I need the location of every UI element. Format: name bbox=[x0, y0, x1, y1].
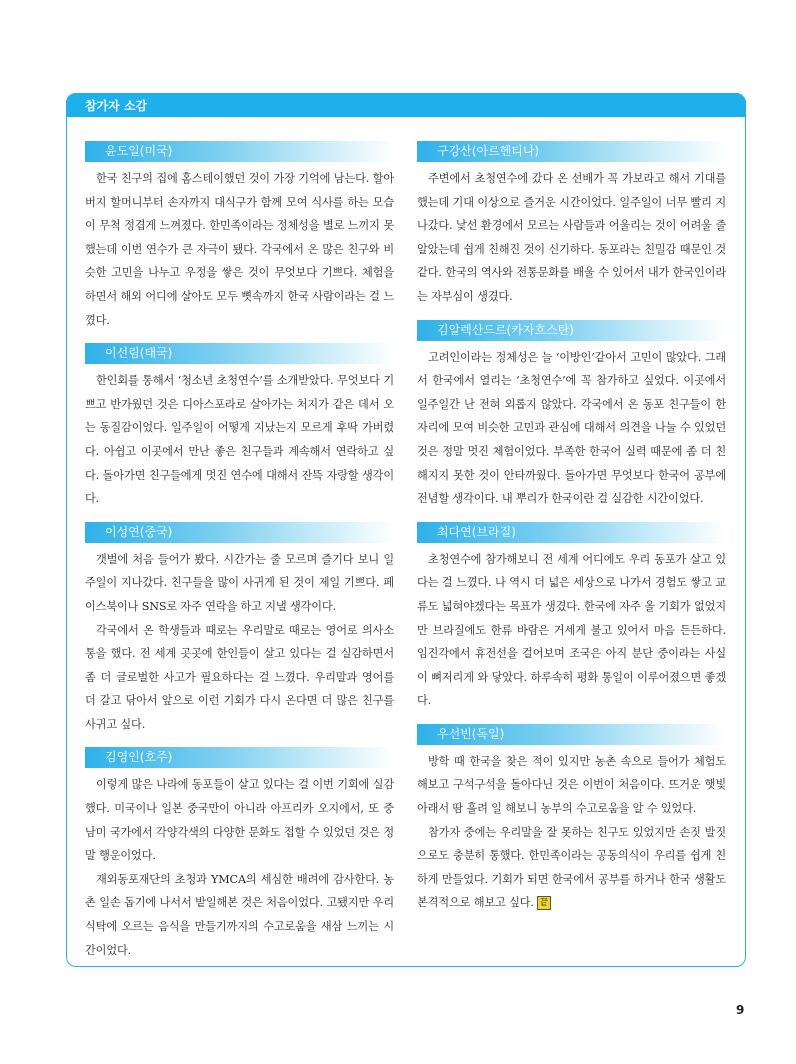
section-title: 참가자 소감 bbox=[85, 99, 148, 113]
testimony-text: 참가자 중에는 우리말을 잘 못하는 친구도 있었지만 손짓 발짓으로도 충분히 통했다. 한민족이라는 공동의식이 우리를 쉽게 친하게 만들었다. 기회가 되면 한국에서 공부를 하거나 한국 생활도 본격적으로 해보고 싶다. bbox=[417, 825, 726, 910]
participant-name: 이선림(태국) bbox=[85, 343, 394, 364]
testimony-paragraph: 이렇게 많은 나라에 동포들이 살고 있다는 걸 이번 기회에 실감했다. 미국이나 일본 중국만이 아니라 아프리카 오지에서, 또 중남미 국가에서 각양각색의 다양한 문화도 접할 수 있었던 것은 정말 행운이었다. bbox=[85, 778, 394, 863]
testimony-paragraph bbox=[417, 821, 726, 915]
testimony-paragraph: 각국에서 온 학생들과 때로는 우리말로 때로는 영어로 의사소통을 했다. 전 세계 곳곳에 한인들이 살고 있다는 걸 실감하면서 좀 더 글로벌한 사고가 필요하다는 걸 느꼈다. 우리말과 영어를 더 갈고 닦아서 앞으로 이런 기회가 다시 온다면 더 많은 친구를 사귀고 싶다. bbox=[85, 623, 394, 731]
end-mark-icon: 끝 bbox=[537, 896, 551, 910]
participant-name: 윤도일(미국) bbox=[85, 141, 394, 162]
right-column bbox=[417, 141, 726, 926]
participant-name: 김영인(호주) bbox=[85, 747, 394, 768]
section-header-bar bbox=[66, 93, 746, 117]
testimony-paragraph: 고려인이라는 정체성은 늘 ‘이방인’같아서 고민이 많았다. 그래서 한국에서 열리는 ‘초청연수’에 꼭 참가하고 싶었다. 이곳에서 일주일간 난 전혀 외롭지 않았다. 각국에서 온 동포 친구들이 한자리에 모여 비슷한 고민과 관심에 대해서 의견을 나눌 수 있었던 것은 정말 멋진 체험이었다. 부족한 한국어 실력 때문에 좀 더 친해지지 못한 것이 안타까웠다. 돌아가면 무엇보다 한국어 공부에 전념할 생각이다. 내 뿌리가 한국이란 걸 실감한 시간이었다. bbox=[417, 350, 726, 506]
participant-entry bbox=[85, 141, 394, 332]
testimony-paragraph: 초청연수에 참가해보니 전 세계 어디에도 우리 동포가 살고 있다는 걸 느꼈다. 나 역시 더 넓은 세상으로 나가서 경험도 쌓고 교류도 넓혀야겠다는 목표가 생겼다. 한국에 자주 올 기회가 없었지만 브라질에도 한류 바람은 거세게 불고 있어서 마음 든든하다. 임진각에서 휴전선을 걸어보며 조국은 아직 분단 중이라는 사실이 뼈저리게 와 닿았다. 하루속히 평화 통일이 이루어졌으면 좋겠다. bbox=[417, 552, 726, 708]
participant-entry bbox=[417, 724, 726, 915]
testimony-paragraph: 갯벌에 처음 들어가 봤다. 시간가는 줄 모르며 즐기다 보니 일주일이 지나갔다. 친구들을 많이 사귀게 된 것이 제일 기쁘다. 페이스북이나 SNS로 자주 연락을 하고 지낼 생각이다. bbox=[85, 552, 394, 613]
participant-entry bbox=[85, 747, 394, 962]
participant-entry bbox=[85, 343, 394, 511]
participant-name: 우선빈(독일) bbox=[417, 724, 726, 745]
participant-entry bbox=[417, 522, 726, 713]
page-number: 9 bbox=[736, 1003, 745, 1017]
participant-name: 구강산(아르헨티나) bbox=[417, 141, 726, 162]
testimony-paragraph: 주변에서 초청연수에 갔다 온 선배가 꼭 가보라고 해서 기대를 했는데 기대 이상으로 즐거운 시간이었다. 일주일이 너무 빨리 지나갔다. 낯선 환경에서 모르는 사람들과 어울리는 것이 어려울 줄 알았는데 쉽게 친해진 것이 신기하다. 동포라는 친밀감 때문인 것 같다. 한국의 역사와 전통문화를 배울 수 있어서 내가 한국인이라는 자부심이 생겼다. bbox=[417, 172, 726, 303]
testimony-paragraph: 방학 때 한국을 찾은 적이 있지만 농촌 속으로 들어가 체험도 해보고 구석구석을 돌아다닌 것은 이번이 처음이다. 뜨거운 햇빛 아래서 땀 흘려 일 해보니 농부의 수고로움을 알 수 있었다. bbox=[417, 754, 726, 816]
testimony-paragraph: 재외동포재단의 초청과 YMCA의 세심한 배려에 감사한다. 농촌 일손 돕기에 나서서 밭일해본 것은 처음이었다. 고됐지만 우리 식탁에 오르는 음식을 만들기까지의 수고로움을 새삼 느끼는 시간이었다. bbox=[85, 872, 394, 957]
testimony-paragraph: 한국 친구의 집에 홈스테이했던 것이 가장 기억에 남는다. 할아버지 할머니부터 손자까지 대식구가 함께 모여 식사를 하는 모습이 무척 정겹게 느껴졌다. 한민족이라는 정체성을 별로 느끼지 못했는데 이번 연수가 큰 자극이 됐다. 각국에서 온 많은 친구와 비슷한 고민을 나누고 우정을 쌓은 것이 무엇보다 기쁘다. 체험을 하면서 해외 어디에 살아도 모두 뼛속까지 한국 사람이라는 걸 느꼈다. bbox=[85, 172, 394, 327]
participant-entry bbox=[417, 320, 726, 511]
participant-entry bbox=[417, 141, 726, 309]
participant-entry bbox=[85, 522, 394, 737]
left-column bbox=[85, 141, 394, 973]
participant-name: 최다연(브라질) bbox=[417, 522, 726, 543]
testimony-paragraph: 한인회를 통해서 ‘청소년 초청연수’를 소개받았다. 무엇보다 기쁘고 반가웠던 것은 디아스포라로 살아가는 처지가 같은 데서 오는 동질감이었다. 일주일이 어떻게 지났는지 모르게 후딱 가버렸다. 아쉽고 이곳에서 만난 좋은 친구들과 계속해서 연락하고 싶다. 돌아가면 친구들에게 멋진 연수에 대해서 잔뜩 자랑할 생각이다. bbox=[85, 374, 394, 506]
participant-name: 이성연(중국) bbox=[85, 522, 394, 543]
participant-name: 김알렉산드르(카자흐스탄) bbox=[417, 320, 726, 341]
